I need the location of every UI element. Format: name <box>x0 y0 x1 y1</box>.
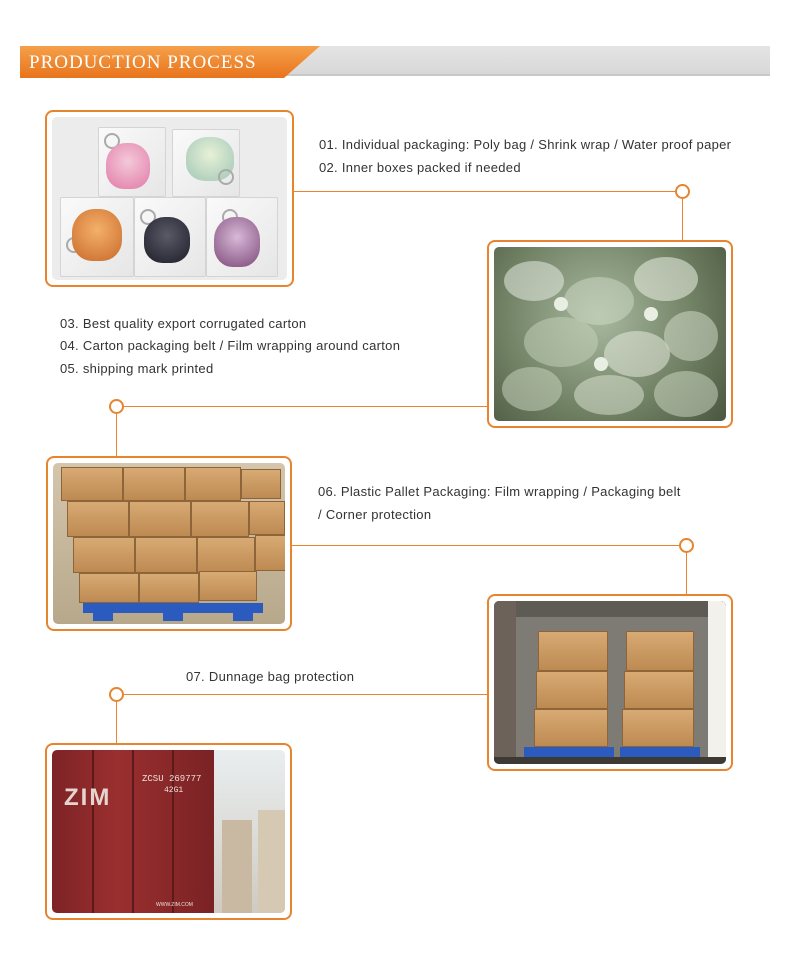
photo-frame-shipping-container <box>45 743 292 920</box>
step-02-text: 02. Inner boxes packed if needed <box>319 160 521 175</box>
container-website: WWW.ZIM.COM <box>156 902 193 908</box>
container-type-code: 42G1 <box>164 786 184 795</box>
photo-frame-carton-pallet <box>46 456 292 631</box>
section-title: PRODUCTION PROCESS <box>29 52 257 73</box>
connector-line <box>294 191 677 192</box>
keychain-bags-photo <box>52 117 287 280</box>
step-06-text: 06. Plastic Pallet Packaging: Film wrapping / Packaging belt <box>318 484 681 499</box>
connector-line <box>292 545 679 546</box>
connector-line <box>686 553 687 595</box>
carton-pallet-photo <box>53 463 285 624</box>
step-07-text: 07. Dunnage bag protection <box>186 669 355 684</box>
shipping-container-photo <box>52 750 285 913</box>
container-number: ZCSU 269777 <box>142 774 202 784</box>
photo-frame-individual-packaging <box>45 110 294 287</box>
container-loading-photo <box>494 601 726 764</box>
connector-line <box>682 199 683 241</box>
connector-node <box>675 184 690 199</box>
step-04-text: 04. Carton packaging belt / Film wrapping around carton <box>60 338 401 353</box>
connector-line <box>116 702 117 744</box>
connector-node <box>679 538 694 553</box>
photo-frame-container-loading <box>487 594 733 771</box>
connector-node <box>109 687 124 702</box>
step-06-continued-text: / Corner protection <box>318 507 432 522</box>
connector-node <box>109 399 124 414</box>
step-05-text: 05. shipping mark printed <box>60 361 214 376</box>
photo-frame-bulk-bags <box>487 240 733 428</box>
connector-line <box>116 414 117 457</box>
bagged-items-photo <box>494 247 726 421</box>
connector-line <box>124 694 487 695</box>
step-03-text: 03. Best quality export corrugated carton <box>60 316 307 331</box>
section-header <box>20 46 770 78</box>
step-01-text: 01. Individual packaging: Poly bag / Shrink wrap / Water proof paper <box>319 137 732 152</box>
container-logo: ZIM <box>64 784 112 811</box>
connector-line <box>124 406 487 407</box>
